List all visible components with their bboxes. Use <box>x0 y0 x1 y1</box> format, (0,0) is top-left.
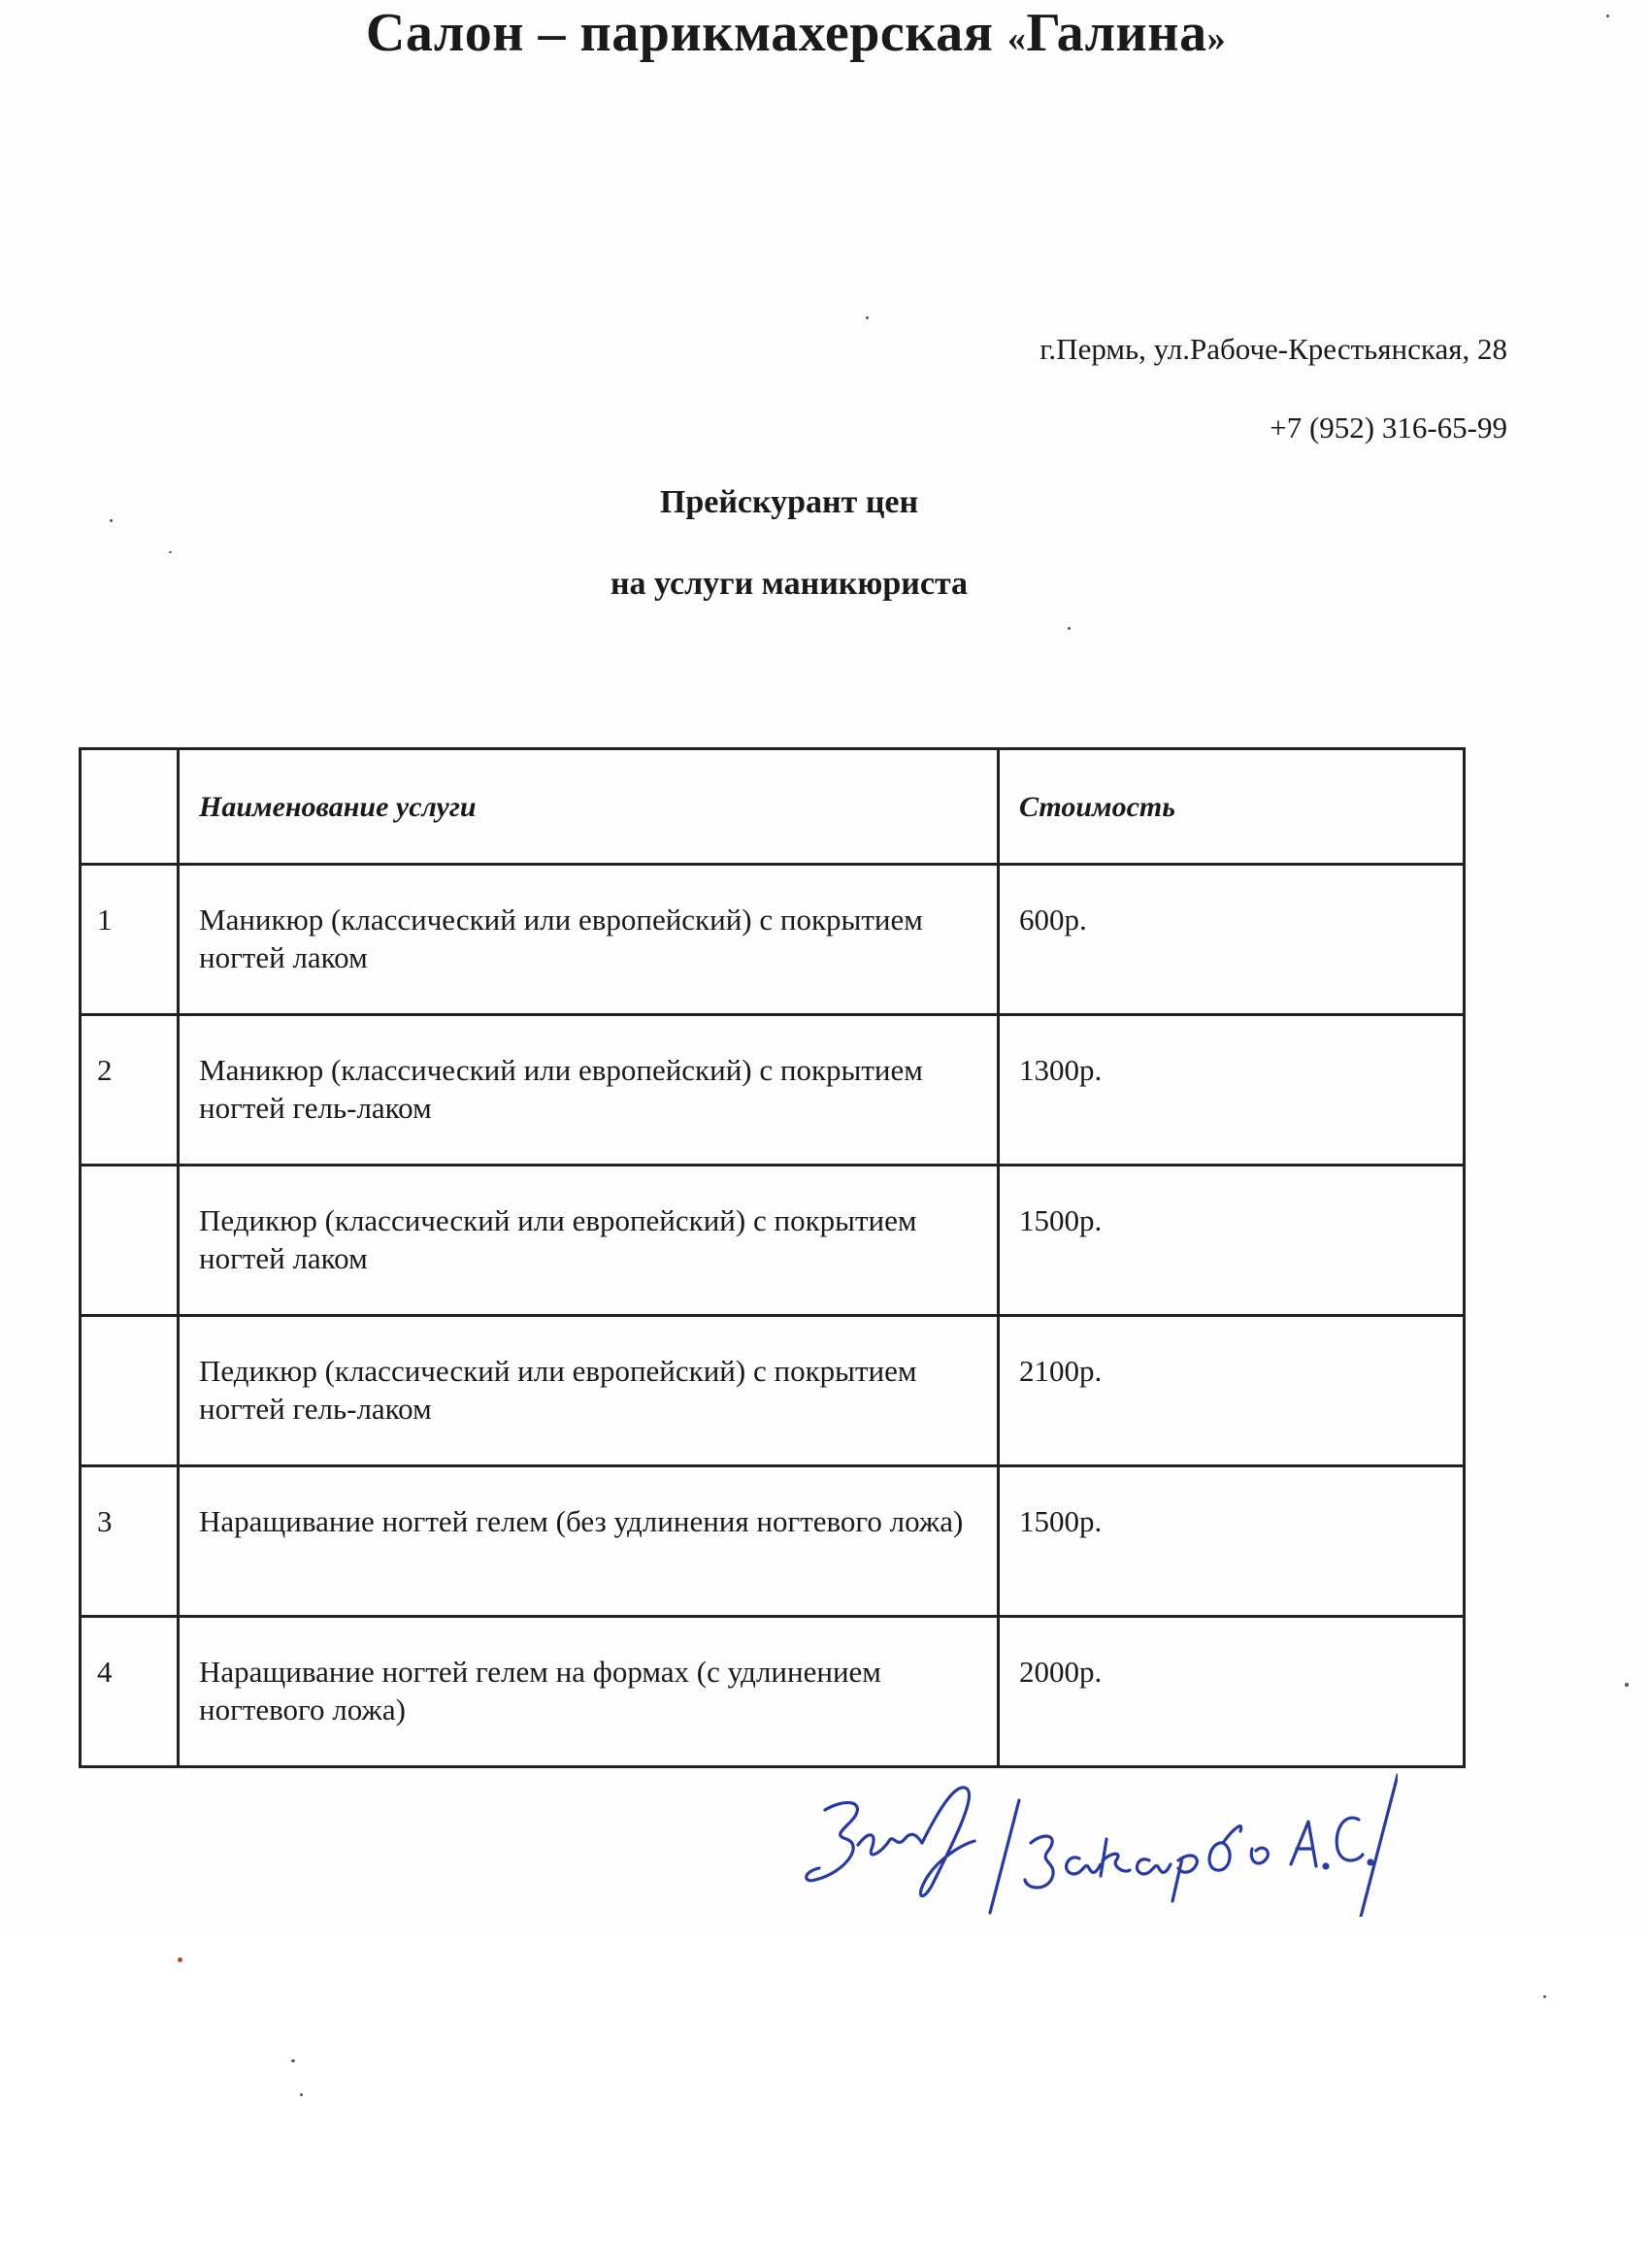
scan-speck <box>110 519 113 522</box>
scan-speck <box>1625 1683 1629 1687</box>
salon-phone: +7 (952) 316-65-99 <box>1270 411 1507 444</box>
table-row <box>81 1617 1465 1767</box>
salon-address: г.Пермь, ул.Рабоче-Крестьянская, 28 <box>1040 332 1507 366</box>
table-row <box>81 1166 1465 1316</box>
salon-title <box>0 2 1592 64</box>
row-service-name: Маникюр (классический или европейский) с покрытием ногтей лаком <box>179 865 999 1015</box>
table-row <box>81 1316 1465 1466</box>
row-price: 1300р. <box>999 1015 1465 1166</box>
row-price: 600р. <box>999 865 1465 1015</box>
row-number: 1 <box>81 865 179 1015</box>
row-service-name: Педикюр (классический или европейский) с покрытием ногтей гель-лаком <box>179 1316 999 1466</box>
row-price: 2100р. <box>999 1316 1465 1466</box>
salon-title-name: Галина <box>1026 3 1207 63</box>
row-price: 1500р. <box>999 1466 1465 1617</box>
scan-lower-margin <box>0 1936 1650 2268</box>
row-service-name: Маникюр (классический или европейский) с покрытием ногтей гель-лаком <box>179 1015 999 1166</box>
salon-title-open-quote: « <box>1006 18 1027 59</box>
scan-speck <box>169 551 172 553</box>
header-service-name: Наименование услуги <box>179 749 999 865</box>
scan-speck <box>1068 627 1071 630</box>
table-header-row <box>81 749 1465 865</box>
row-number: 4 <box>81 1617 179 1767</box>
scan-speck <box>291 2059 295 2062</box>
scan-speck <box>866 316 869 319</box>
salon-title-close-quote: » <box>1206 18 1227 59</box>
row-number <box>81 1316 179 1466</box>
price-list-title: Прейскурант цен <box>659 484 919 520</box>
row-number <box>81 1166 179 1316</box>
row-service-name: Педикюр (классический или европейский) с покрытием ногтей лаком <box>179 1166 999 1316</box>
row-price: 2000р. <box>999 1617 1465 1767</box>
table-row <box>81 1466 1465 1617</box>
row-number: 2 <box>81 1015 179 1166</box>
scan-speck <box>1543 1995 1546 1998</box>
row-service-name: Наращивание ногтей гелем (без удлинения ногтевого ложа) <box>179 1466 999 1617</box>
header-cost: Стоимость <box>999 749 1465 865</box>
row-service-name: Наращивание ногтей гелем на формах (с удлинением ногтевого ложа) <box>179 1617 999 1767</box>
header-number <box>81 749 179 865</box>
price-table <box>79 747 1466 1768</box>
price-list-subtitle: на услуги маникюриста <box>610 566 969 602</box>
signature-ink <box>807 1775 1398 1917</box>
handwritten-signature <box>776 1771 1398 1917</box>
scan-speck <box>178 1957 182 1962</box>
scan-speck <box>1606 15 1609 17</box>
table-row <box>81 865 1465 1015</box>
row-number: 3 <box>81 1466 179 1617</box>
table-row <box>81 1015 1465 1166</box>
scan-speck <box>300 2093 303 2096</box>
salon-title-main: Салон – парикмахерская <box>365 3 1007 63</box>
row-price: 1500р. <box>999 1166 1465 1316</box>
